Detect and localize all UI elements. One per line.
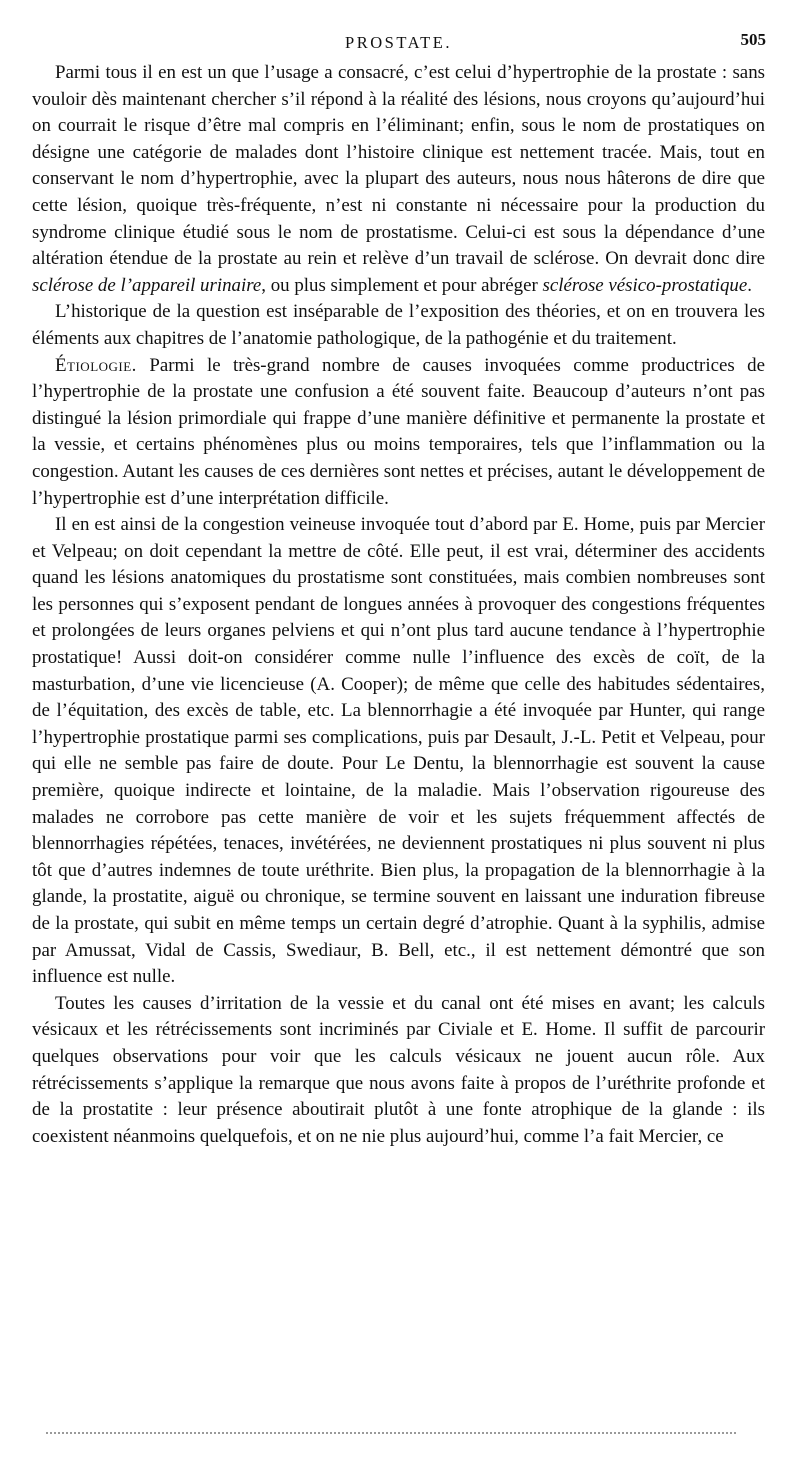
- paragraph-text: Parmi le très-grand nombre de causes invoquées comme productrices de l’hypertrophie de la prostate une confusion a été souvent faite. Beaucoup d’auteurs n’ont pas distingué la lésion primordiale qui frappe d’une manière définitive et permanente la prostate et la vessie, et certains phénomènes plus ou moins temporaires, tels que l’inflammation ou la congestion. Autant les causes de ces dernières sont nettes et précises, autant le développement de l’hypertrophie est d’une interprétation difficile.: [32, 354, 765, 509]
- paragraph-congestion: [32, 512, 765, 991]
- paragraph-text: .: [747, 274, 752, 296]
- paragraph-historique: [32, 299, 765, 352]
- paragraph-irritation: [32, 991, 765, 1151]
- paragraph-text: L’historique de la question est inséparable de l’exposition des théories, et on en trouvera les éléments aux chapitres de l’anatomie pathologique, de la pathogénie et du traitement.: [32, 301, 765, 349]
- footer-dotted-rule: [46, 1432, 736, 1434]
- paragraph-text: Parmi tous il en est un que l’usage a consacré, c’est celui d’hypertrophie de la prostate : sans vouloir dès maintenant chercher s’il répond à la réalité des lésions, nous croyons qu’aujourd’hui on courrait le risque d’être mal compris en l’éliminant; enfin, sous le nom de prostatiques on désigne une catégorie de malades dont l’histoire clinique est nettement tracée. Mais, tout en conservant le nom d’hypertrophie, avec la plupart des auteurs, nous nous hâterons de dire que cette lésion, quoique très-fréquente, n’est ni constante ni nécessaire pour la production du syndrome clinique étudié sous le nom de prostatisme. Celui-ci est sous la dépendance d’une altération étendue de la prostate au rein et relève d’un travail de sclérose. On devrait donc dire: [32, 62, 765, 270]
- paragraph-etiologie: [32, 353, 765, 513]
- paragraph-terminology: [32, 60, 765, 299]
- section-heading-etiologie: Étiologie.: [55, 354, 137, 376]
- book-page: [32, 30, 765, 1150]
- paragraph-text: , ou plus simplement et pour abréger: [261, 274, 543, 296]
- page-number: 505: [740, 30, 766, 49]
- body-text: [32, 60, 765, 1150]
- paragraph-text: Il en est ainsi de la congestion veineuse invoquée tout d’abord par E. Home, puis par Mercier et Velpeau; on doit cependant la mettre de côté. Elle peut, il est vrai, déterminer des accidents quand les lésions anatomiques du prostatisme sont constituées, mais combien nombreuses sont les personnes qui s’exposent pendant de longues années à provoquer des congestions fréquentes et prolongées de leurs organes pelviens et qui n’ont plus tard aucune tendance à l’hypertrophie prostatique! Aussi doit-on considérer comme nulle l’influence des excès de coït, de la masturbation, d’une vie licencieuse (A. Cooper); de même que celle des habitudes sédentaires, de l’équitation, des excès de table, etc. La blennorrhagie a été invoquée par Hunter, qui range l’hypertrophie prostatique parmi ses complications, puis par Desault, J.-L. Petit et Velpeau, pour qui elle ne semble pas faire de doute. Pour Le Dentu, la blennorrhagie est souvent la cause première, quoique indirecte et lointaine, de la maladie. Mais l’observation rigoureuse des malades ne corrobore pas cette manière de voir et les sujets fréquemment affectés de blennorrhagies répétées, tenaces, invétérées, ne deviennent prostatiques ni plus souvent ni plus tôt que d’autres indemnes de toute uréthrite. Bien plus, la propagation de la blennorrhagie à la glande, la prostatite, aiguë ou chronique, se termine souvent en laissant une induration fibreuse de la prostate, qui subit en même temps un certain degré d’atrophie. Quant à la syphilis, admise par Amussat, Vidal de Cassis, Swediaur, B. Bell, etc., il est nettement démontré que son influence est nulle.: [32, 514, 765, 988]
- italic-term-sclerose-vesico-prostatique: sclérose vésico-prostatique: [542, 274, 748, 296]
- running-head: [32, 30, 765, 54]
- running-title: PROSTATE.: [345, 33, 452, 52]
- italic-term-sclerose-appareil-urinaire: sclérose de l’appareil urinaire: [32, 274, 262, 296]
- paragraph-text: Toutes les causes d’irritation de la vessie et du canal ont été mises en avant; les calculs vésicaux et les rétrécissements sont incriminés par Civiale et E. Home. Il suffit de parcourir quelques observations pour voir que les calculs vésicaux ne jouent aucun rôle. Aux rétrécissements s’applique la remarque que nous avons faite à propos de l’uréthrite profonde et de la prostatite : leur présence aboutirait plutôt à une fonte atrophique de la glande : ils coexistent néanmoins quelquefois, et on ne nie plus aujourd’hui, comme l’a fait Mercier, ce: [32, 992, 765, 1147]
